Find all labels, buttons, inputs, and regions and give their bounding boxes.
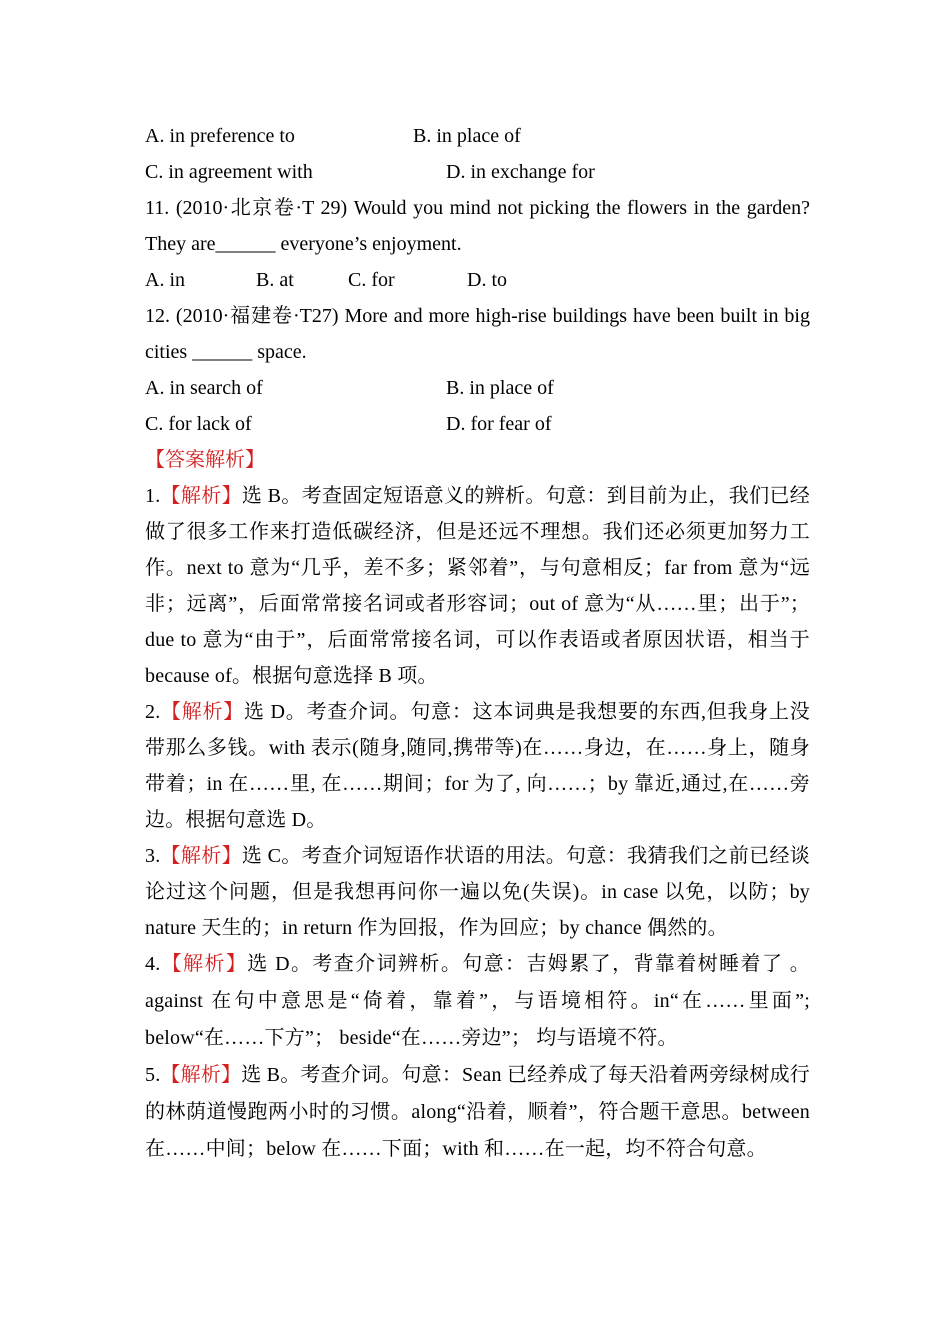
answer-5 <box>145 1057 810 1168</box>
q11-option-a: A. in <box>145 269 185 291</box>
q12-option-d: D. for fear of <box>446 413 552 435</box>
document-page <box>145 118 810 1168</box>
q11-option-c: C. for <box>348 269 395 291</box>
answer-number: 4. <box>145 953 161 975</box>
answer-number: 3. <box>145 845 161 867</box>
q10-option-a: A. in preference to <box>145 125 295 147</box>
answer-text: 选 C。考查介词短语作状语的用法。句意：我猜我们之前已经谈论过这个问题，但是我想再问你一遍以免(失误)。in case 以免，以防；by nature 天生的；in return 作为回报，作为回应；by chance 偶然的。 <box>145 845 810 939</box>
q11-option-b: B. at <box>256 269 294 291</box>
answer-1 <box>145 478 810 694</box>
q11-options <box>145 262 810 298</box>
answer-text: 选 D。考查介词。句意：这本词典是我想要的东西,但我身上没带那么多钱。with 表示(随身,随同,携带等)在……身边，在……身上，随身带着；in 在……里, 在……期间；for 为了, 向……；by 靠近,通过,在……旁边。根据句意选 D。 <box>145 701 810 831</box>
answer-text: 选 B。考查固定短语意义的辨析。句意：到目前为止，我们已经做了很多工作来打造低碳经济，但是还远不理想。我们还必须更加努力工作。next to 意为“几乎，差不多；紧邻着”，与句意相反；far from 意为“远非；远离”，后面常常接名词或者形容词；out of 意为“从……里；出于”；due to 意为“由于”，后面常常接名词，可以作表语或者原因状语，相当于 because of。根据句意选择 B 项。 <box>145 485 810 687</box>
q10-options-row-2 <box>145 154 810 190</box>
q10-option-b: B. in place of <box>413 125 521 147</box>
q11-option-d: D. to <box>467 269 507 291</box>
analysis-tag: 【解析】 <box>160 701 245 723</box>
q10-option-c: C. in agreement with <box>145 161 313 183</box>
answer-number: 5. <box>145 1064 161 1086</box>
answer-2 <box>145 694 810 838</box>
answer-3 <box>145 838 810 946</box>
q12-stem: 12. (2010·福建卷·T27) More and more high-rise buildings have been built in big cities ______ space. <box>145 305 810 363</box>
analysis-tag: 【解析】 <box>160 845 242 867</box>
analysis-tag: 【解析】 <box>160 953 248 975</box>
answer-4 <box>145 946 810 1057</box>
q11-stem: 11. (2010·北京卷·T 29) Would you mind not picking the flowers in the garden? They are______ everyone’s enjoyment. <box>145 197 810 255</box>
q12-option-b: B. in place of <box>446 377 554 399</box>
analysis-tag: 【解析】 <box>160 1064 242 1086</box>
q12-options-row-1 <box>145 370 810 406</box>
analysis-tag: 【解析】 <box>160 485 242 507</box>
q10-option-d: D. in exchange for <box>446 161 595 183</box>
q12-options-row-2 <box>145 406 810 442</box>
q10-options-row-1 <box>145 118 810 154</box>
answer-number: 1. <box>145 485 161 507</box>
q12-option-a: A. in search of <box>145 377 263 399</box>
q12-option-c: C. for lack of <box>145 413 252 435</box>
answer-text: 选 D。考查介词辨析。句意：吉姆累了，背靠着树睡着了 。against 在句中意思是“倚着，靠着”，与语境相符。in“在……里面”; below“在……下方”； beside“在……旁边”； 均与语境不符。 <box>145 953 810 1049</box>
answer-text: 选 B。考查介词。句意：Sean 已经养成了每天沿着两旁绿树成行的林荫道慢跑两小时的习惯。along“沿着，顺着”，符合题干意思。between 在……中间；below 在……下面；with 和……在一起，均不符合句意。 <box>145 1064 810 1160</box>
answer-number: 2. <box>145 701 161 723</box>
answers-heading: 【答案解析】 <box>145 449 265 471</box>
